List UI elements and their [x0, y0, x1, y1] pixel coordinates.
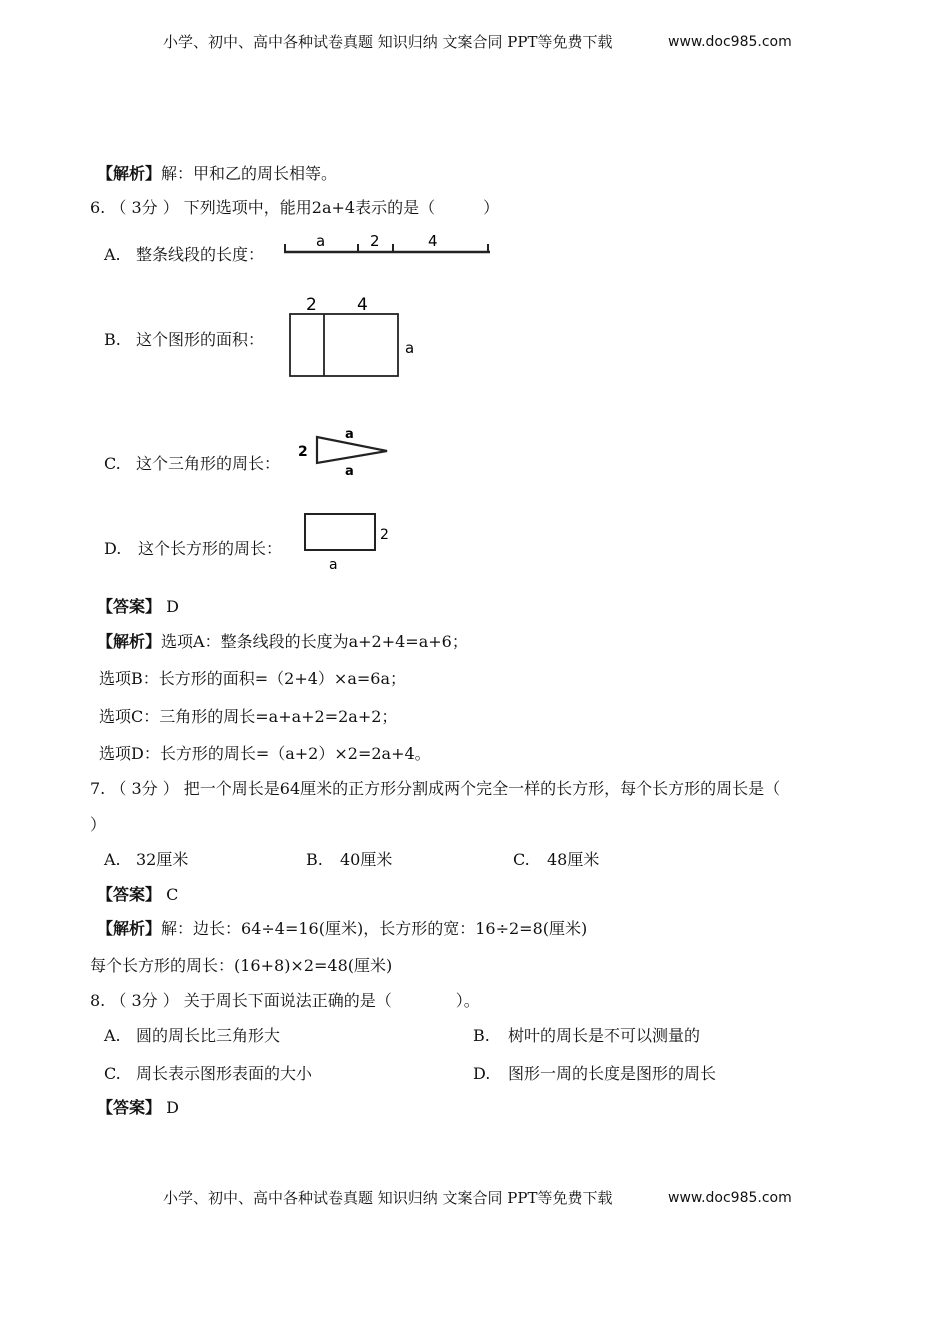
analysis-text: 选项A：整条线段的长度为a+2+4=a+6； — [161, 632, 468, 651]
rect-label-a: a — [405, 339, 415, 357]
q7-analysis-line-1 — [97, 921, 587, 937]
page-footer-text: 小学、初中、高中各种试卷真题 知识归纳 文案合同 PPT等免费下载 — [163, 1189, 613, 1207]
analysis-tag: 【解析】 — [97, 632, 162, 651]
q6-analysis-line-4: 选项D：长方形的周长=（a+2）×2=2a+4。 — [99, 744, 431, 763]
page-header-text: 小学、初中、高中各种试卷真题 知识归纳 文案合同 PPT等免费下载 — [163, 33, 613, 51]
q6-option-d-text: 这个长方形的周长： — [138, 539, 283, 558]
answer-value: C — [166, 885, 179, 904]
analysis-tag: 【解析】 — [97, 919, 162, 938]
q6-option-b-text: 这个图形的面积： — [136, 330, 265, 349]
rect-label-4: 4 — [357, 295, 368, 315]
q6-analysis-line-2: 选项B：长方形的面积=（2+4）×a=6a； — [99, 669, 407, 688]
q7-option-c-text: 48厘米 — [547, 850, 600, 869]
q8-option-b-label: B. — [473, 1026, 490, 1045]
q7-option-c-label: C. — [513, 850, 530, 869]
triangle-label-bottom: a — [345, 464, 354, 479]
q6-stem: 6. （ 3分 ） 下列选项中，能用2a+4表示的是（ ） — [90, 198, 500, 217]
q6-figure-c-triangle — [294, 424, 394, 479]
answer-tag: 【答案】 — [97, 597, 162, 616]
q8-stem: 8. （ 3分 ） 关于周长下面说法正确的是（ ）。 — [90, 991, 480, 1010]
q6-option-d-label: D. — [104, 539, 122, 558]
answer-value: D — [166, 1098, 179, 1117]
q6-option-a-text: 整条线段的长度： — [136, 245, 265, 264]
page-footer-url[interactable]: www.doc985.com — [668, 1190, 792, 1206]
q6-option-c-label: C. — [104, 454, 121, 473]
q6-analysis-line-3: 选项C：三角形的周长=a+a+2=2a+2； — [99, 707, 398, 726]
q6-option-c-text: 这个三角形的周长： — [136, 454, 281, 473]
q6-answer — [97, 599, 179, 615]
q6-figure-d-rectangle — [298, 508, 398, 573]
q8-option-d-label: D. — [473, 1064, 491, 1083]
q6-figure-a-segment — [280, 226, 495, 266]
triangle-label-left: 2 — [298, 444, 308, 460]
analysis-text: 解：边长：64÷4=16(厘米)，长方形的宽：16÷2=8(厘米) — [161, 919, 588, 938]
q7-option-a-text: 32厘米 — [136, 850, 189, 869]
q8-answer — [97, 1100, 179, 1116]
q8-option-a-text: 圆的周长比三角形大 — [136, 1026, 281, 1045]
q7-option-a-label: A. — [104, 850, 121, 869]
q8-option-c-text: 周长表示图形表面的大小 — [136, 1064, 313, 1083]
segment-label-2: 2 — [370, 232, 380, 250]
q8-option-a-label: A. — [104, 1026, 121, 1045]
rect-label-a: a — [329, 557, 338, 573]
q8-option-c-label: C. — [104, 1064, 121, 1083]
q8-option-d-text: 图形一周的长度是图形的周长 — [508, 1064, 717, 1083]
q8-option-b-text: 树叶的周长是不可以测量的 — [508, 1026, 701, 1045]
answer-tag: 【答案】 — [97, 1098, 162, 1117]
prev-analysis — [97, 166, 337, 182]
q7-stem-line-2: ） — [90, 815, 107, 834]
q7-option-b-text: 40厘米 — [340, 850, 393, 869]
segment-label-4: 4 — [428, 232, 438, 250]
answer-value: D — [166, 597, 179, 616]
q7-stem-line-1: 7. （ 3分 ） 把一个周长是64厘米的正方形分割成两个完全一样的长方形，每个长方形的周长是（ — [90, 779, 781, 798]
page-header-url[interactable]: www.doc985.com — [668, 34, 792, 50]
analysis-text: 解：甲和乙的周长相等。 — [161, 164, 338, 183]
rect-outline — [305, 514, 375, 550]
answer-tag: 【答案】 — [97, 885, 162, 904]
segment-label-a: a — [316, 232, 326, 250]
q7-analysis-line-2: 每个长方形的周长：(16+8)×2=48(厘米) — [90, 956, 393, 975]
triangle-label-top: a — [345, 427, 354, 442]
q7-option-b-label: B. — [306, 850, 323, 869]
q6-figure-b-rectangle — [284, 290, 424, 385]
rect-label-2: 2 — [380, 527, 389, 543]
q6-option-a-label: A. — [104, 245, 121, 264]
q6-analysis-line-1 — [97, 634, 468, 650]
analysis-tag: 【解析】 — [97, 164, 162, 183]
q7-answer — [97, 887, 178, 903]
rect-label-2: 2 — [306, 295, 317, 315]
q6-option-b-label: B. — [104, 330, 121, 349]
rect-outline — [290, 314, 398, 376]
